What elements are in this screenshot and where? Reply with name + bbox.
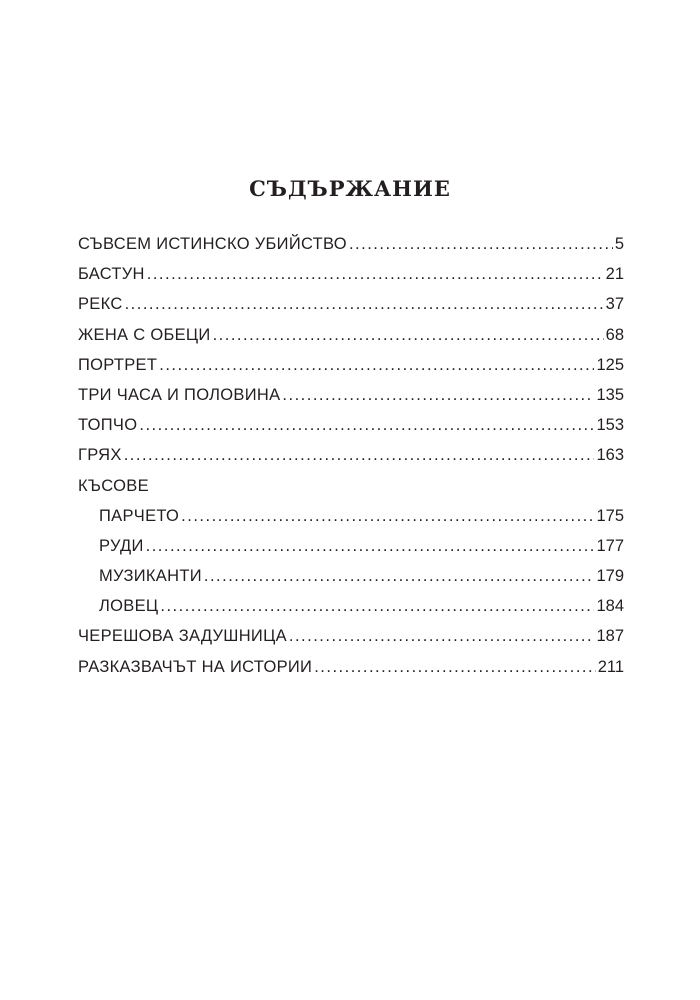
dot-leader — [289, 627, 595, 646]
toc-entry — [78, 265, 624, 295]
toc-subentry — [78, 597, 624, 627]
dot-leader — [314, 658, 595, 677]
toc-entry-title: ТОПЧО — [78, 416, 138, 435]
toc-page-number: 184 — [596, 597, 624, 616]
toc-page-number: 125 — [596, 355, 624, 374]
toc-page-number: 153 — [596, 416, 624, 435]
toc-page-number: 68 — [605, 325, 624, 344]
dot-leader — [139, 416, 594, 435]
toc-entry-title: РЕКС — [78, 295, 123, 314]
toc-entry — [78, 627, 624, 657]
toc-subentry — [78, 537, 624, 567]
toc-section-heading — [78, 477, 624, 507]
dot-leader — [213, 326, 604, 345]
toc-entry-title: ЧЕРЕШОВА ЗАДУШНИЦА — [78, 627, 287, 646]
toc-entry — [78, 295, 624, 325]
toc-subentry — [78, 507, 624, 537]
toc-page-number: 179 — [596, 567, 624, 586]
dot-leader — [282, 386, 594, 405]
dot-leader — [124, 446, 595, 465]
toc-entry-title: ЖЕНА С ОБЕЦИ — [78, 325, 211, 344]
toc-entry — [78, 658, 624, 688]
toc-page-number: 37 — [605, 295, 624, 314]
toc-entry-title: БАСТУН — [78, 265, 145, 284]
dot-leader — [204, 567, 595, 586]
toc-page-number: 5 — [614, 235, 624, 253]
dot-leader — [159, 356, 594, 375]
toc-entry — [78, 356, 624, 386]
toc-entry-title: РУДИ — [99, 536, 144, 555]
toc-page-number: 135 — [596, 385, 624, 404]
toc-page-number: 211 — [597, 657, 624, 676]
toc-page-number: 177 — [596, 536, 624, 555]
toc-page-number: 175 — [596, 506, 624, 525]
toc-entry — [78, 326, 624, 356]
toc-entry — [78, 416, 624, 446]
toc-entry-title: СЪВСЕМ ИСТИНСКО УБИЙСТВО — [78, 235, 347, 253]
dot-leader — [125, 295, 604, 314]
dot-leader — [147, 265, 604, 284]
toc-entry-title: ТРИ ЧАСА И ПОЛОВИНА — [78, 385, 281, 404]
table-of-contents — [78, 235, 624, 688]
dot-leader — [146, 537, 595, 556]
dot-leader — [349, 235, 613, 254]
page-title: СЪДЪРЖАНИЕ — [249, 176, 451, 201]
toc-entry-title: ГРЯХ — [78, 446, 122, 465]
toc-entry-title: ПАРЧЕТО — [99, 506, 180, 525]
dot-leader — [181, 507, 594, 526]
toc-page-number: 187 — [596, 627, 624, 646]
toc-entry — [78, 235, 624, 265]
toc-page-number: 163 — [596, 446, 624, 465]
toc-entry — [78, 446, 624, 476]
toc-entry-title: ЛОВЕЦ — [99, 597, 159, 616]
toc-entry-title: ПОРТРЕТ — [78, 355, 158, 374]
toc-entry-title: МУЗИКАНТИ — [99, 567, 202, 586]
dot-leader — [160, 597, 594, 616]
toc-subentry — [78, 567, 624, 597]
toc-page-number: 21 — [605, 265, 624, 284]
toc-entry — [78, 386, 624, 416]
toc-section-title: КЪСОВЕ — [78, 476, 149, 495]
toc-entry-title: РАЗКАЗВАЧЪТ НА ИСТОРИИ — [78, 657, 313, 676]
